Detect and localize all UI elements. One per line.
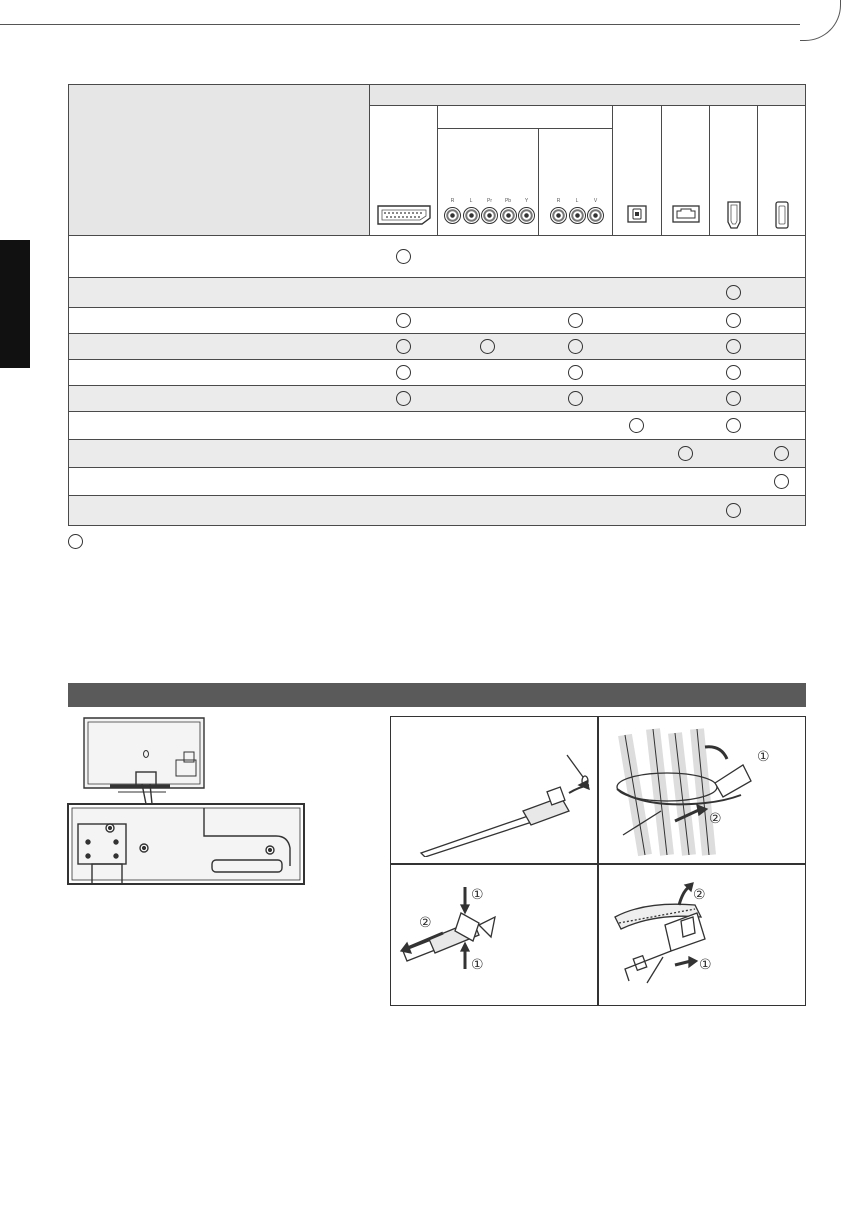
table-cell bbox=[709, 440, 758, 468]
table-cell bbox=[612, 468, 662, 496]
step-c-marker-1a: ① bbox=[471, 887, 484, 903]
rca-jack-label: Pb bbox=[504, 198, 512, 204]
rca-jack-label: Y bbox=[524, 198, 529, 204]
compatibility-circle-mark bbox=[726, 391, 741, 406]
composite-rca-jacks bbox=[550, 198, 606, 228]
table-row-label-cell bbox=[68, 412, 370, 440]
rca-jack-label: R bbox=[556, 198, 561, 204]
table-cell bbox=[612, 278, 662, 308]
table-cell bbox=[437, 412, 539, 440]
rca-jack-label: L bbox=[575, 198, 579, 204]
panel-divider-vertical bbox=[597, 717, 599, 1005]
connection-table bbox=[68, 84, 806, 526]
rca-jack-icon bbox=[481, 207, 498, 224]
table-header-terminals bbox=[369, 84, 806, 106]
table-cell bbox=[612, 308, 662, 334]
table-cell bbox=[661, 236, 710, 278]
table-row-label-cell bbox=[68, 386, 370, 412]
table-cell bbox=[709, 468, 758, 496]
table-cell bbox=[757, 334, 806, 360]
table-cell bbox=[757, 496, 806, 526]
table-cell bbox=[757, 412, 806, 440]
table-cell bbox=[757, 360, 806, 386]
page-top-rule bbox=[0, 24, 800, 25]
table-row-label-cell bbox=[68, 308, 370, 334]
compatibility-circle-mark bbox=[774, 446, 789, 461]
table-cell bbox=[437, 360, 539, 386]
hdmi-port-icon bbox=[725, 200, 743, 230]
compatibility-circle-mark bbox=[568, 313, 583, 328]
table-row-label-cell bbox=[68, 440, 370, 468]
step-b-marker-1: ① bbox=[757, 749, 770, 765]
table-cell bbox=[437, 440, 539, 468]
scart-port-icon bbox=[376, 204, 432, 226]
rca-jack-icon bbox=[518, 207, 535, 224]
compatibility-circle-mark bbox=[396, 313, 411, 328]
table-cell bbox=[369, 440, 438, 468]
table-cell bbox=[757, 236, 806, 278]
cable-tie-wrap-step bbox=[605, 725, 801, 859]
table-cell bbox=[538, 468, 613, 496]
compatibility-circle-mark bbox=[568, 339, 583, 354]
rca-jack-icon bbox=[550, 207, 567, 224]
page-corner-curve bbox=[800, 0, 841, 41]
rca-jack-icon bbox=[587, 207, 604, 224]
table-row-label-cell bbox=[68, 278, 370, 308]
table-cell bbox=[612, 386, 662, 412]
table-cell bbox=[661, 412, 710, 440]
ethernet-port-icon bbox=[671, 204, 701, 224]
table-row-label-cell bbox=[68, 236, 370, 278]
legend-circle-mark bbox=[68, 534, 83, 549]
compatibility-circle-mark bbox=[726, 365, 741, 380]
compatibility-circle-mark bbox=[396, 339, 411, 354]
table-cell bbox=[757, 308, 806, 334]
compatibility-circle-mark bbox=[726, 313, 741, 328]
component-rca-jacks bbox=[444, 198, 536, 228]
cable-tie-steps-panel bbox=[390, 716, 806, 1006]
step-c-marker-2: ② bbox=[419, 915, 432, 931]
optical-port-icon bbox=[626, 204, 648, 224]
table-cell bbox=[437, 496, 539, 526]
table-cell bbox=[437, 236, 539, 278]
compatibility-circle-mark bbox=[629, 418, 644, 433]
table-cell bbox=[612, 440, 662, 468]
table-cell bbox=[757, 278, 806, 308]
table-cell bbox=[369, 278, 438, 308]
chapter-side-tab bbox=[0, 240, 30, 368]
table-cell bbox=[538, 236, 613, 278]
table-cell bbox=[612, 496, 662, 526]
table-cell bbox=[661, 278, 710, 308]
table-cell bbox=[661, 386, 710, 412]
table-row-label-cell bbox=[68, 334, 370, 360]
step-c-marker-1b: ① bbox=[471, 957, 484, 973]
compatibility-circle-mark bbox=[480, 339, 495, 354]
table-header-blank bbox=[68, 84, 370, 236]
rca-jack-icon bbox=[500, 207, 517, 224]
rca-jack-label: R bbox=[450, 198, 455, 204]
compatibility-circle-mark bbox=[396, 365, 411, 380]
table-cell bbox=[437, 468, 539, 496]
compatibility-circle-mark bbox=[568, 391, 583, 406]
section-header-bar bbox=[68, 683, 806, 707]
compatibility-circle-mark bbox=[774, 474, 789, 489]
table-cell bbox=[369, 468, 438, 496]
panel-divider-horizontal bbox=[391, 863, 805, 865]
table-cell bbox=[612, 360, 662, 386]
table-cell bbox=[437, 386, 539, 412]
rca-jack-label: Pr bbox=[487, 198, 492, 204]
rca-jack-icon bbox=[569, 207, 586, 224]
compatibility-circle-mark bbox=[396, 391, 411, 406]
table-cell bbox=[612, 236, 662, 278]
compatibility-circle-mark bbox=[726, 503, 741, 518]
table-cell bbox=[538, 440, 613, 468]
rca-jack-label: L bbox=[469, 198, 473, 204]
cable-tie-release-step bbox=[399, 873, 589, 993]
table-cell bbox=[538, 496, 613, 526]
table-row-label-cell bbox=[68, 360, 370, 386]
compatibility-circle-mark bbox=[396, 249, 411, 264]
table-cell bbox=[369, 412, 438, 440]
header-av-group bbox=[437, 105, 613, 129]
table-cell bbox=[369, 496, 438, 526]
step-b-marker-2: ② bbox=[709, 811, 722, 827]
usb-port-icon bbox=[773, 200, 791, 230]
rca-jack-icon bbox=[463, 207, 480, 224]
table-cell bbox=[661, 334, 710, 360]
table-row-label-cell bbox=[68, 468, 370, 496]
tv-back-icon bbox=[66, 716, 310, 886]
table-cell bbox=[709, 236, 758, 278]
compatibility-circle-mark bbox=[726, 418, 741, 433]
compatibility-circle-mark bbox=[568, 365, 583, 380]
table-cell bbox=[661, 468, 710, 496]
table-cell bbox=[538, 412, 613, 440]
table-cell bbox=[437, 308, 539, 334]
cable-tie-loosen-step bbox=[605, 873, 801, 993]
table-cell bbox=[661, 308, 710, 334]
step-d-marker-2: ② bbox=[693, 887, 706, 903]
cable-tie-icon bbox=[411, 737, 591, 857]
compatibility-circle-mark bbox=[726, 285, 741, 300]
table-cell bbox=[538, 278, 613, 308]
table-cell bbox=[612, 334, 662, 360]
table-cell bbox=[661, 496, 710, 526]
rca-jack-label: V bbox=[593, 198, 598, 204]
compatibility-circle-mark bbox=[678, 446, 693, 461]
table-cell bbox=[757, 386, 806, 412]
table-cell bbox=[661, 360, 710, 386]
compatibility-circle-mark bbox=[726, 339, 741, 354]
table-cell bbox=[437, 278, 539, 308]
rca-jack-icon bbox=[444, 207, 461, 224]
step-d-marker-1: ① bbox=[699, 957, 712, 973]
table-row-label-cell bbox=[68, 496, 370, 526]
